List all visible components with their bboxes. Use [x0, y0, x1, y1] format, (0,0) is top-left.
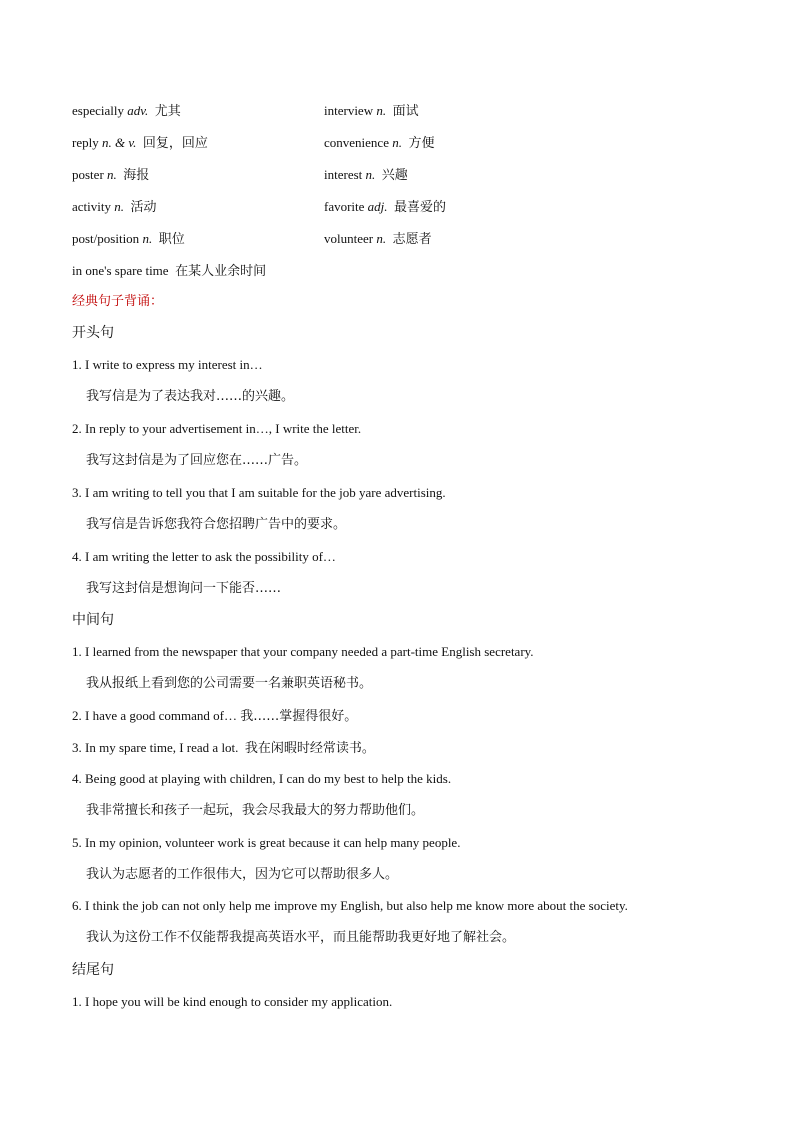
- vocab-meaning: 志愿者: [392, 232, 432, 247]
- vocab-word: post/position: [72, 231, 140, 246]
- vocab-pos: adj.: [367, 199, 388, 214]
- middle-sentence-cn: 我非常擅长和孩子一起玩，我会尽我最大的努力帮助他们。: [86, 803, 425, 818]
- vocab-entry: [72, 198, 157, 217]
- vocab-word: favorite: [324, 199, 365, 214]
- vocab-row: [72, 166, 732, 184]
- vocab-entry: [324, 198, 446, 217]
- vocab-pos: n.: [114, 199, 124, 214]
- middle-sentence-en: 2. I have a good command of…: [72, 708, 237, 723]
- vocab-meaning: 活动: [130, 200, 157, 215]
- opening-sentence-cn: 我写信是为了表达我对……的兴趣。: [86, 389, 295, 404]
- vocab-word: interest: [324, 167, 363, 182]
- vocab-word: especially: [72, 103, 124, 118]
- middle-sentence-en: 3. In my spare time, I read a lot.: [72, 740, 239, 755]
- vocab-meaning: 兴趣: [381, 168, 408, 183]
- vocab-pos: n.: [392, 135, 402, 150]
- middle-sentence-en: 6. I think the job can not only help me improve my English, but also help me know more about the society.: [72, 898, 628, 913]
- opening-sentence-cn: 我写这封信是想询问一下能否……: [86, 581, 282, 596]
- middle-sentence-3: [72, 739, 375, 758]
- vocab-row: [72, 198, 732, 216]
- vocab-pos: adv.: [127, 103, 149, 118]
- middle-sentence-cn: 我从报纸上看到您的公司需要一名兼职英语秘书。: [86, 676, 373, 691]
- middle-sentence-cn: 我……掌握得很好。: [240, 709, 358, 724]
- vocab-row: [72, 230, 732, 248]
- middle-sentence-en: 4. Being good at playing with children, I can do my best to help the kids.: [72, 771, 452, 786]
- vocab-entry: [72, 102, 181, 121]
- vocab-word: reply: [72, 135, 99, 150]
- vocab-meaning: 尤其: [154, 104, 181, 119]
- vocab-meaning: 职位: [158, 232, 185, 247]
- vocab-entry: [324, 230, 432, 249]
- vocab-pos: n.: [376, 231, 387, 246]
- vocab-entry: [72, 230, 185, 249]
- vocab-word: convenience: [324, 135, 389, 150]
- vocab-pos: n.: [365, 167, 376, 182]
- middle-sentence-en: 1. I learned from the newspaper that your company needed a part-time English secretary.: [72, 644, 534, 659]
- vocab-pos: n.: [107, 167, 117, 182]
- vocab-entry: [324, 102, 419, 121]
- middle-sentence-en: 5. In my opinion, volunteer work is great because it can help many people.: [72, 835, 461, 850]
- vocab-entry: [324, 166, 408, 185]
- phrase-line: [72, 262, 266, 281]
- closing-heading: 结尾句: [72, 962, 114, 978]
- vocab-row: [72, 134, 732, 152]
- middle-sentence-cn: 我在闲暇时经常读书。: [244, 741, 375, 756]
- vocab-entry: [324, 134, 434, 153]
- vocab-pos: n.: [142, 231, 153, 246]
- section-title: 经典句子背诵：: [72, 294, 164, 309]
- vocab-pos: n.: [376, 103, 387, 118]
- opening-sentence-en: 2. In reply to your advertisement in…, I write the letter.: [72, 421, 362, 436]
- opening-sentence-en: 1. I write to express my interest in…: [72, 357, 263, 372]
- vocab-word: volunteer: [324, 231, 374, 246]
- middle-sentence-2: [72, 707, 357, 726]
- vocab-entry: [72, 134, 208, 153]
- opening-sentence-cn: 我写这封信是为了回应您在……广告。: [86, 453, 308, 468]
- opening-heading: 开头句: [72, 325, 114, 341]
- phrase-en: in one's spare time: [72, 263, 169, 278]
- vocab-meaning: 回复，回应: [142, 136, 208, 151]
- middle-heading: 中间句: [72, 612, 114, 628]
- vocab-word: interview: [324, 103, 374, 118]
- vocab-meaning: 面试: [392, 104, 419, 119]
- vocab-word: poster: [72, 167, 104, 182]
- vocab-row: [72, 102, 732, 120]
- middle-sentence-cn: 我认为这份工作不仅能帮我提高英语水平，而且能帮助我更好地了解社会。: [86, 930, 516, 945]
- opening-sentence-en: 4. I am writing the letter to ask the possibility of…: [72, 549, 336, 564]
- opening-sentence-en: 3. I am writing to tell you that I am suitable for the job yare advertising.: [72, 485, 446, 500]
- vocab-pos: n. & v.: [101, 135, 137, 150]
- opening-sentence-cn: 我写信是告诉您我符合您招聘广告中的要求。: [86, 517, 347, 532]
- vocab-entry: [72, 166, 149, 185]
- vocab-meaning: 最喜爱的: [394, 200, 447, 215]
- closing-sentence-en: 1. I hope you will be kind enough to consider my application.: [72, 994, 393, 1009]
- phrase-cn: 在某人业余时间: [175, 264, 267, 279]
- vocab-meaning: 方便: [408, 136, 435, 151]
- vocab-meaning: 海报: [123, 168, 150, 183]
- vocab-word: activity: [72, 199, 111, 214]
- middle-sentence-cn: 我认为志愿者的工作很伟大，因为它可以帮助很多人。: [86, 867, 399, 882]
